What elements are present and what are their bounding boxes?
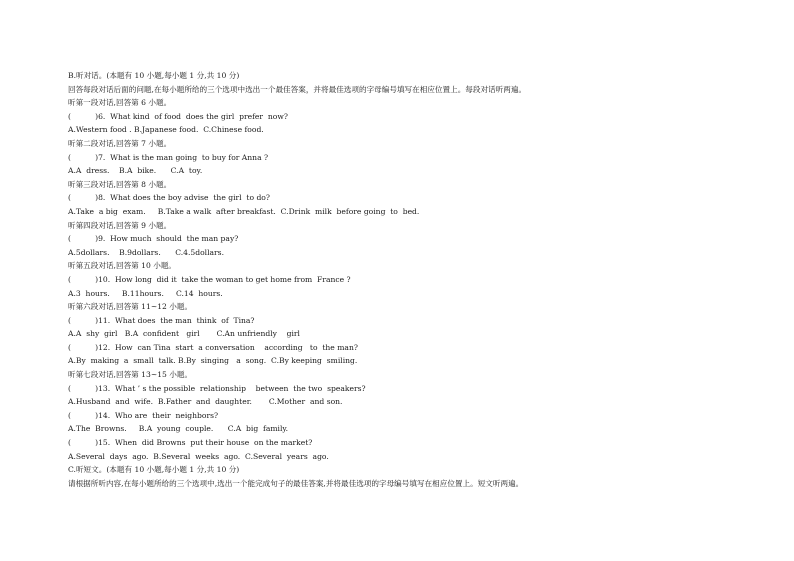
question-14-options: A.The Browns. B.A young couple. C.A big family. bbox=[68, 424, 289, 434]
dialogue-1-heading: 听第一段对话,回答第 6 小题。 bbox=[68, 98, 172, 108]
question-7: ( )7. What is the man going to buy for Anna ? bbox=[68, 152, 269, 162]
dialogue-5-heading: 听第五段对话,回答第 10 小题。 bbox=[68, 261, 177, 271]
question-14: ( )14. Who are their neighbors? bbox=[68, 410, 219, 420]
dialogue-3-heading: 听第三段对话,回答第 8 小题。 bbox=[68, 179, 172, 189]
question-11: ( )11. What does the man think of Tina? bbox=[68, 315, 255, 325]
question-8: ( )8. What does the boy advise the girl to do? bbox=[68, 193, 270, 203]
section-c-instructions: 请根据所听内容,在每小题所给的三个选项中,选出一个能完成句子的最佳答案,并将最佳选项的字母编号填写在相应位置上。短文听两遍。 bbox=[68, 478, 524, 488]
question-13: ( )13. What ’ s the possible relationship between the two speakers? bbox=[68, 383, 366, 393]
dialogue-6-heading: 听第六段对话,回答第 11~12 小题。 bbox=[68, 302, 193, 312]
question-12: ( )12. How can Tina start a conversation according to the man? bbox=[68, 342, 358, 352]
question-12-options: A.By making a small talk. B.By singing a song. C.By keeping smiling. bbox=[68, 356, 358, 366]
question-10-options: A.3 hours. B.11hours. C.14 hours. bbox=[68, 288, 223, 298]
question-11-options: A.A shy girl B.A confident girl C.An unfriendly girl bbox=[68, 329, 300, 339]
question-9-options: A.5dollars. B.9dollars. C.4.5dollars. bbox=[68, 247, 224, 257]
question-15-options: A.Several days ago. B.Several weeks ago. C.Several years ago. bbox=[68, 451, 329, 461]
question-8-options: A.Take a big exam. B.Take a walk after breakfast. C.Drink milk before going to bed. bbox=[68, 206, 420, 216]
dialogue-7-heading: 听第七段对话,回答第 13~15 小题。 bbox=[68, 370, 193, 380]
question-6-options: A.Western food . B.Japanese food. C.Chinese food. bbox=[68, 125, 264, 135]
section-c-heading: C.听短文。(本题有 10 小题,每小题 1 分,共 10 分) bbox=[68, 465, 240, 475]
dialogue-4-heading: 听第四段对话,回答第 9 小题。 bbox=[68, 220, 172, 230]
question-13-options: A.Husband and wife. B.Father and daughter. C.Mother and son. bbox=[68, 397, 343, 407]
section-b-heading: B.听对话。(本题有 10 小题,每小题 1 分,共 10 分) bbox=[68, 71, 240, 80]
section-b-instructions: 回答每段对话后面的问题,在每小题所给的三个选项中选出一个最佳答案，并将最佳选项的字母编号填写在相应位置上。每段对话听两遍。 bbox=[68, 84, 527, 94]
exam-page bbox=[68, 69, 788, 490]
question-15: ( )15. When did Browns put their house on the market? bbox=[68, 438, 313, 448]
question-7-options: A.A dress. B.A bike. C.A toy. bbox=[68, 166, 203, 176]
question-10: ( )10. How long did it take the woman to get home from France ? bbox=[68, 274, 351, 284]
question-9: ( )9. How much should the man pay? bbox=[68, 234, 239, 244]
question-6: ( )6. What kind of food does the girl prefer now? bbox=[68, 111, 288, 121]
dialogue-2-heading: 听第二段对话,回答第 7 小题。 bbox=[68, 138, 172, 148]
